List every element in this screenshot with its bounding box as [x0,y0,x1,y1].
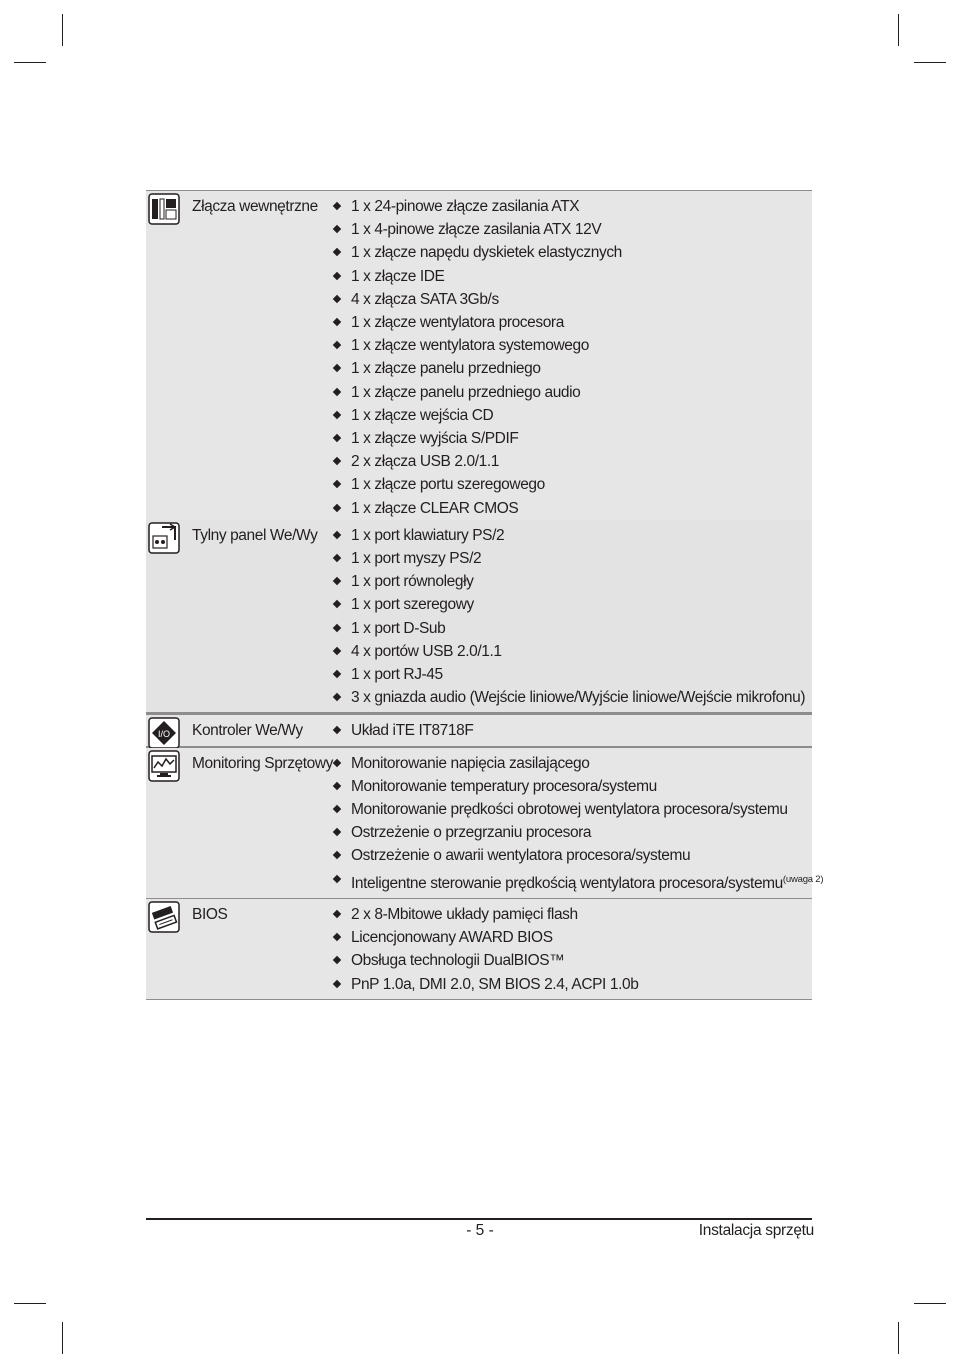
list-item: 1 x port szeregowy [332,593,812,616]
list-item: Ostrzeżenie o przegrzaniu procesora [332,821,812,844]
diamond-bullet-icon [333,457,341,465]
spec-row-bios [146,899,812,1000]
list-item: 1 x złącze IDE [332,265,812,288]
spec-list [332,899,812,999]
list-item: 4 x złącza SATA 3Gb/s [332,288,812,311]
diamond-bullet-icon [333,248,341,256]
list-item: Licencjonowany AWARD BIOS [332,926,812,949]
list-item: 1 x port klawiatury PS/2 [332,524,812,547]
diamond-bullet-icon [333,828,341,836]
diamond-bullet-icon [333,933,341,941]
diamond-bullet-icon [333,577,341,585]
list-item: Monitorowanie napięcia zasilającego [332,752,812,775]
crop-mark [62,14,63,46]
hardware-monitor-icon [148,750,180,782]
crop-mark [898,14,899,46]
list-item: Ostrzeżenie o awarii wentylatora procesora/systemu [332,844,812,867]
diamond-bullet-icon [333,554,341,562]
diamond-bullet-icon [333,647,341,655]
spec-list [332,520,812,713]
list-item: 2 x 8-Mbitowe układy pamięci flash [332,903,812,926]
list-item: 1 x złącze portu szeregowego [332,473,812,496]
list-item: 4 x portów USB 2.0/1.1 [332,640,812,663]
list-item: 1 x złącze panelu przedniego [332,357,812,380]
svg-text:I/O: I/O [157,729,171,740]
spec-row-io-controller [146,713,812,747]
list-item: 1 x złącze wentylatora procesora [332,311,812,334]
spec-row-internal-connectors [146,191,812,524]
spec-table [146,190,824,1000]
list-item: Monitorowanie prędkości obrotowej wentylatora procesora/systemu [332,798,812,821]
footer-rule [146,1218,812,1220]
spec-list [332,748,824,898]
row-title: BIOS [192,906,228,924]
crop-mark [898,1322,899,1354]
diamond-bullet-icon [333,531,341,539]
crop-mark [62,1322,63,1354]
row-title: Monitoring Sprzętowy [192,754,334,772]
spec-row-hardware-monitor [146,748,824,899]
list-item: Monitorowanie temperatury procesora/systemu [332,775,812,798]
section-title: Instalacja sprzętu [698,1222,814,1239]
list-item: 1 x port D-Sub [332,617,812,640]
bios-chip-icon [148,901,180,933]
diamond-bullet-icon [333,271,341,279]
diamond-bullet-icon [333,364,341,372]
list-item: 1 x złącze CLEAR CMOS [332,497,812,520]
list-item: 1 x złącze wyjścia S/PDIF [332,427,812,450]
crop-mark [914,62,946,63]
io-controller-icon [148,717,180,749]
crop-mark [14,1303,46,1304]
list-item: 1 x złącze panelu przedniego audio [332,381,812,404]
diamond-bullet-icon [333,225,341,233]
crop-mark [14,62,46,63]
list-item: Obsługa technologii DualBIOS™ [332,949,812,972]
crop-mark [914,1303,946,1304]
list-item: 3 x gniazda audio (Wejście liniowe/Wyjście liniowe/Wejście mikrofonu) [332,686,812,709]
diamond-bullet-icon [333,758,341,766]
spec-list [332,715,812,745]
diamond-bullet-icon [333,956,341,964]
diamond-bullet-icon [333,874,341,882]
list-item: Układ iTE IT8718F [332,719,812,742]
page-number: - 5 - [466,1222,494,1239]
diamond-bullet-icon [333,623,341,631]
list-item: Inteligentne sterowanie prędkością wentylatora procesora/systemu$^{(uwaga 2)}$ [332,868,812,895]
diamond-bullet-icon [333,503,341,511]
diamond-bullet-icon [333,411,341,419]
list-item: 1 x port myszy PS/2 [332,547,812,570]
list-item: PnP 1.0a, DMI 2.0, SM BIOS 2.4, ACPI 1.0b [332,973,812,996]
diamond-bullet-icon [333,341,341,349]
row-title: Złącza wewnętrzne [192,198,318,215]
list-item: 1 x złącze wentylatora systemowego [332,334,812,357]
row-title: Tylny panel We/Wy [192,526,318,544]
internal-connectors-icon [148,193,180,225]
diamond-bullet-icon [333,782,341,790]
diamond-bullet-icon [333,693,341,701]
footnote-marker: (uwaga 2) [782,873,824,885]
list-item: 1 x port równoległy [332,570,812,593]
spec-row-back-panel [146,520,812,714]
list-item: 1 x port RJ-45 [332,663,812,686]
diamond-bullet-icon [333,202,341,210]
diamond-bullet-icon [333,295,341,303]
diamond-bullet-icon [333,979,341,987]
list-item: 2 x złącza USB 2.0/1.1 [332,450,812,473]
list-item: 1 x 4-pinowe złącze zasilania ATX 12V [332,218,812,241]
spec-list [332,191,812,523]
list-item: 1 x złącze napędu dyskietek elastycznych [332,241,812,264]
diamond-bullet-icon [333,726,341,734]
diamond-bullet-icon [333,480,341,488]
list-item: 1 x 24-pinowe złącze zasilania ATX [332,195,812,218]
diamond-bullet-icon [333,318,341,326]
diamond-bullet-icon [333,600,341,608]
diamond-bullet-icon [333,910,341,918]
row-title: Kontroler We/Wy [192,722,303,740]
diamond-bullet-icon [333,434,341,442]
diamond-bullet-icon [333,670,341,678]
list-item: 1 x złącze wejścia CD [332,404,812,427]
back-panel-icon [148,522,180,554]
diamond-bullet-icon [333,387,341,395]
diamond-bullet-icon [333,851,341,859]
diamond-bullet-icon [333,805,341,813]
